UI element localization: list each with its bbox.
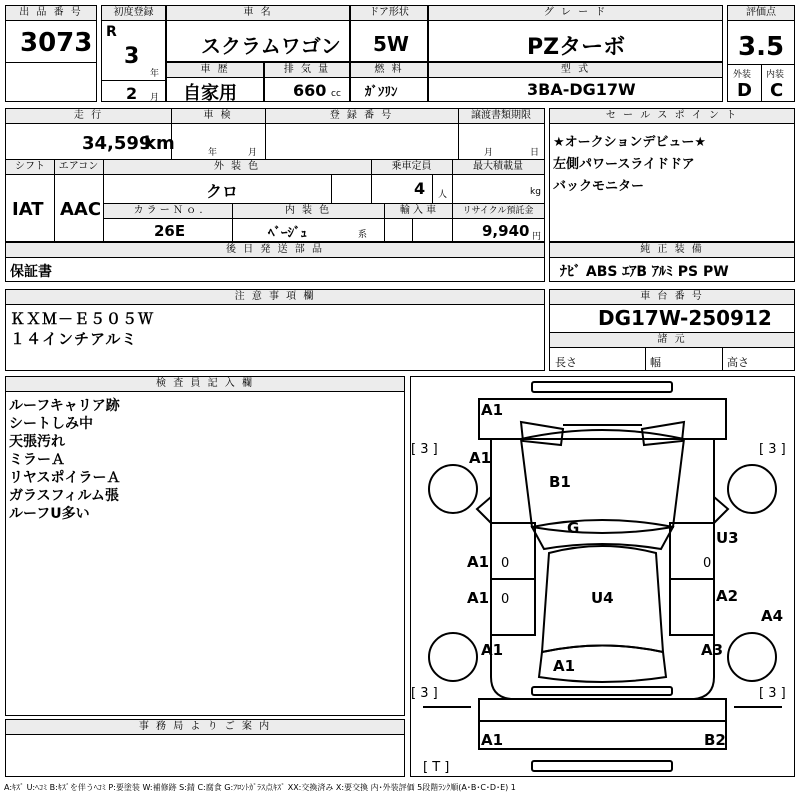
transfer-day-unit: 日 [530, 148, 540, 158]
door-box [350, 5, 428, 62]
lot-number-value: 3073 [20, 28, 93, 58]
transfer-deadline-label: 譲渡書類期限 [458, 109, 544, 124]
notes-line-2: １４インチアルミ [10, 330, 138, 348]
grade-box [428, 5, 723, 62]
damage-right-side: A4 [761, 607, 784, 625]
sales-point-line-2: 左側パワースライドドア [553, 157, 695, 172]
displacement-box [264, 62, 350, 102]
car-name-box [166, 5, 350, 62]
exterior-color-value: クロ [206, 182, 239, 201]
fuel-box [350, 62, 428, 102]
history-box [166, 62, 264, 102]
door-label: ドア形状 [351, 6, 427, 21]
score-box [727, 5, 795, 102]
inspector-label: 検 査 員 記 入 欄 [6, 377, 404, 392]
tire-front-right: [ 3 ] [759, 442, 786, 457]
shift-label: シフト [6, 160, 54, 175]
notes-label: 注 意 事 項 欄 [6, 290, 544, 305]
damage-front-top: A1 [481, 401, 504, 419]
month-unit: 月 [150, 93, 160, 103]
fuel-value: ｶﾞｿﾘﾝ [365, 85, 398, 100]
office-box [5, 719, 405, 777]
max-load-label: 最大積載量 [452, 160, 544, 175]
max-load-unit: kg [530, 187, 541, 197]
history-label: 車 歴 [167, 63, 263, 78]
damage-windshield: G [567, 519, 580, 537]
later-shipment-box [5, 242, 545, 282]
fuel-label: 燃 料 [351, 63, 427, 78]
color-number-value: 26E [154, 222, 186, 240]
legend-text: A:ｷｽﾞ U:ﾍｺﾐ B:ｷｽﾞを伴うﾍｺﾐ P:要塗装 W:補修跡 S:錆 C:腐食 G:ﾌﾛﾝﾄｶﾞﾗｽ点ｷｽﾞ XX:交換済み X:要交換 内･外装評価 5段階ﾗﾝｸ順(A･B･C･D･E) 1 [4, 783, 516, 792]
car-diagram [411, 377, 794, 776]
inspector-line-5: リヤスポイラーＡ [9, 470, 121, 486]
inspector-line-7: ルーフU多い [9, 506, 90, 522]
lot-number-label: 出 品 番 号 [6, 6, 96, 21]
width-label: 幅 [650, 356, 661, 369]
transfer-month-unit: 月 [484, 148, 494, 158]
tire-rear-left: [ 3 ] [411, 686, 438, 701]
score-label: 評価点 [728, 6, 794, 21]
ext-grade-label: 外装 [733, 70, 752, 80]
import-label: 輸 入 車 [384, 204, 452, 219]
model-value: 3BA-DG17W [527, 80, 636, 99]
vehicle-detail-box [5, 108, 545, 242]
history-value: 自家用 [183, 83, 237, 104]
car-name-value: スクラムワゴン [201, 34, 341, 58]
equipment-box [549, 242, 795, 282]
car-diagram-box [410, 376, 795, 777]
mark-left-front: 0 [501, 556, 510, 571]
interior-color-suffix: 系 [358, 230, 368, 240]
inspection-label: 車 検 [171, 109, 265, 124]
notes-box [5, 289, 545, 371]
damage-hood: B1 [549, 473, 571, 491]
inspector-line-2: シートしみ中 [9, 416, 93, 432]
damage-right-rear-door: A2 [716, 587, 739, 605]
sales-point-line-3: バックモニター [553, 179, 645, 194]
displacement-label: 排 気 量 [265, 63, 349, 78]
inspector-line-4: ミラーＡ [9, 452, 65, 468]
spare-tire: [ T ] [423, 760, 450, 775]
registration-number-label: 登 録 番 号 [265, 109, 458, 124]
equipment-value: ﾅﾋﾞ ABS ｴｱB ｱﾙﾐ PS PW [560, 264, 729, 280]
inspection-year-unit: 年 [208, 148, 218, 158]
damage-rear-bumper-right: B2 [704, 731, 726, 749]
inspector-box [5, 376, 405, 716]
mark-left-rear: 0 [501, 592, 510, 607]
recycle-deposit-label: リサイクル預託金 [452, 204, 544, 219]
sales-point-label: セ ー ル ス ポ イ ン ト [550, 109, 794, 124]
inspection-month-unit: 月 [248, 148, 258, 158]
model-box [428, 62, 723, 102]
sales-point-box [549, 108, 795, 242]
int-grade-value: C [770, 80, 784, 101]
mileage-label: 走 行 [6, 109, 171, 124]
mark-right: 0 [703, 556, 712, 571]
recycle-deposit-value: 9,940 [482, 222, 530, 240]
interior-color-label: 内 装 色 [232, 204, 384, 219]
damage-right-front-door: U3 [716, 529, 739, 547]
displacement-unit: cc [331, 89, 341, 99]
first-registration-box [101, 5, 166, 102]
inspector-line-6: ガラスフィルム張 [9, 488, 119, 504]
length-label: 長さ [555, 356, 577, 369]
era-letter: R [106, 24, 117, 40]
chassis-box [549, 289, 795, 371]
damage-rear-glass: A1 [553, 657, 576, 675]
later-shipment-value: 保証書 [10, 264, 52, 280]
int-grade-label: 内装 [766, 70, 785, 80]
damage-left-rear-door: A1 [467, 589, 490, 607]
registration-year: 3 [124, 44, 140, 69]
registration-month: 2 [126, 84, 138, 103]
shift-value: IAT [12, 199, 44, 220]
office-label: 事 務 局 よ り ご 案 内 [6, 720, 404, 735]
lot-number-box [5, 5, 97, 102]
capacity-label: 乗車定員 [371, 160, 452, 175]
equipment-label: 純 正 装 備 [550, 243, 794, 258]
mileage-value: 34,599 [82, 133, 152, 154]
spec-label: 諸 元 [550, 333, 794, 348]
damage-right-rear: A3 [701, 641, 724, 659]
displacement-value: 660 [293, 81, 327, 100]
sales-point-line-1: ★オークションデビュー★ [553, 135, 707, 150]
first-registration-label: 初度登録 [102, 6, 165, 21]
capacity-value: 4 [414, 179, 426, 198]
exterior-color-label: 外 装 色 [103, 160, 371, 175]
inspector-line-1: ルーフキャリア跡 [9, 398, 120, 414]
recycle-deposit-unit: 円 [532, 232, 542, 242]
grade-value: PZターボ [527, 35, 626, 60]
grade-label: グ レ ー ド [429, 6, 722, 21]
aircon-value: AAC [60, 199, 102, 220]
height-label: 高さ [727, 356, 749, 369]
damage-roof: U4 [591, 589, 614, 607]
color-number-label: カ ラ ー Ｎ ｏ . [104, 204, 232, 219]
chassis-label: 車 台 番 号 [550, 290, 794, 305]
inspector-line-3: 天張汚れ [9, 434, 65, 450]
damage-rear-bumper-left: A1 [481, 731, 504, 749]
notes-line-1: ＫＸＭ－Ｅ５０５Ｗ [10, 310, 155, 328]
ext-grade-value: D [737, 80, 752, 101]
aircon-label: エアコン [54, 160, 103, 175]
score-value: 3.5 [738, 32, 785, 62]
year-unit: 年 [150, 69, 160, 79]
damage-front-left: A1 [469, 449, 492, 467]
model-label: 型 式 [429, 63, 722, 78]
mileage-unit: km [144, 133, 175, 154]
capacity-unit: 人 [438, 190, 448, 200]
interior-color-value: ﾍﾞｰｼﾞｭ [268, 226, 307, 241]
tire-front-left: [ 3 ] [411, 442, 438, 457]
car-name-label: 車 名 [167, 6, 349, 21]
chassis-value: DG17W-250912 [598, 306, 772, 330]
later-shipment-label: 後 日 発 送 部 品 [6, 243, 544, 258]
door-value: 5W [373, 32, 409, 56]
damage-left-front-door: A1 [467, 553, 490, 571]
damage-left-rear: A1 [481, 641, 504, 659]
tire-rear-right: [ 3 ] [759, 686, 786, 701]
